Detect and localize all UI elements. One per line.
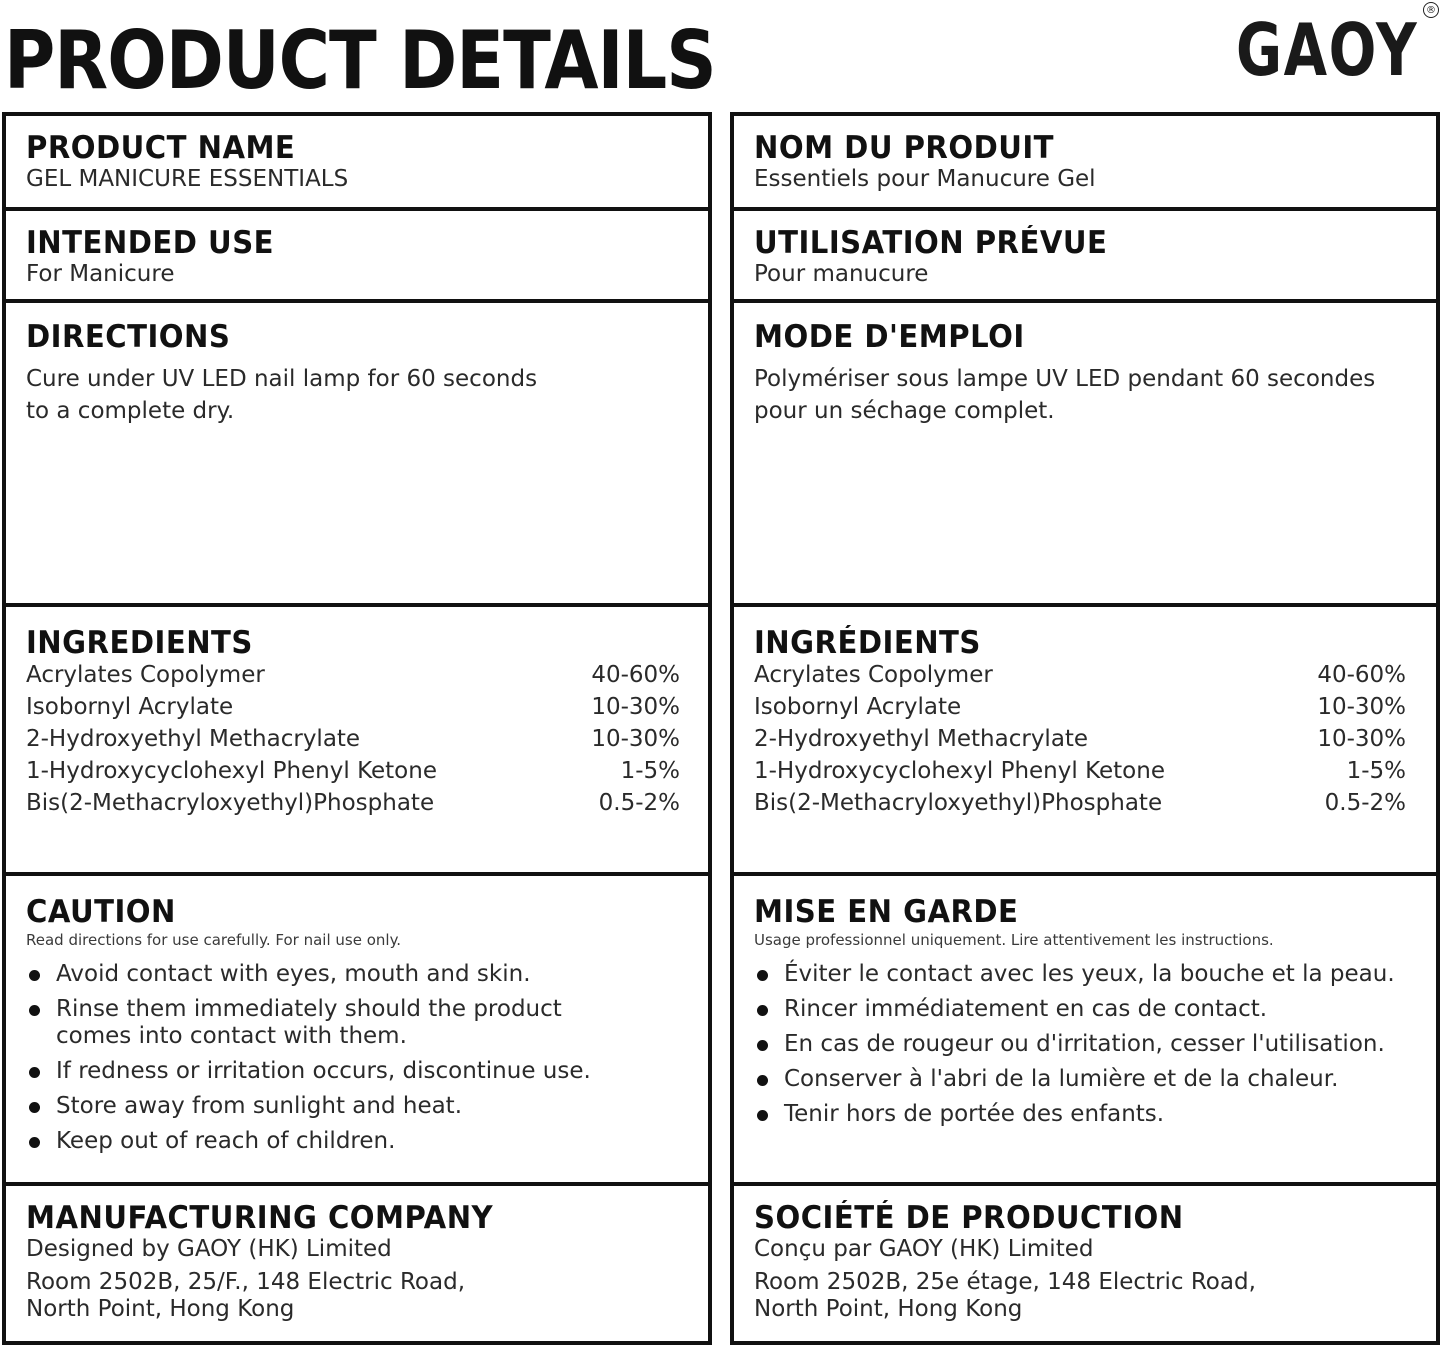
section-heading: UTILISATION PRÉVUE — [754, 225, 1108, 261]
ingredient-percent: 0.5-2% — [1324, 790, 1406, 816]
section-heading: MISE EN GARDE — [754, 894, 1019, 930]
caution-section — [6, 872, 708, 1182]
address-line: North Point, Hong Kong — [754, 1296, 1023, 1322]
caution-note: Usage professionnel uniquement. Lire attentivement les instructions. — [754, 931, 1274, 949]
ingredient-percent: 0.5-2% — [598, 790, 680, 816]
ingredient-row — [754, 755, 1416, 787]
ingredient-percent: 1-5% — [1346, 758, 1406, 784]
manufacturer-section — [6, 1182, 708, 1345]
caution-item: Store away from sunlight and heat. — [26, 1093, 688, 1120]
ingredient-row — [754, 723, 1416, 755]
section-heading: MODE D'EMPLOI — [754, 319, 1025, 355]
manufacturer-section — [734, 1182, 1436, 1345]
caution-list — [26, 961, 688, 1155]
ingredient-name: 2-Hydroxyethyl Methacrylate — [754, 726, 1089, 752]
ingredients-list — [754, 659, 1416, 819]
ingredients-section — [734, 603, 1436, 872]
intended-use-section — [6, 207, 708, 299]
directions-section — [734, 299, 1436, 603]
ingredient-name: 2-Hydroxyethyl Methacrylate — [26, 726, 361, 752]
english-details-panel — [2, 112, 712, 1345]
intended-use-value: Pour manucure — [754, 261, 929, 287]
designed-by: Designed by GAOY (HK) Limited — [26, 1236, 392, 1262]
product-name-value: Essentiels pour Manucure Gel — [754, 166, 1096, 192]
ingredients-section — [6, 603, 708, 872]
product-name-section — [6, 116, 708, 207]
ingredient-percent: 10-30% — [591, 726, 680, 752]
ingredient-row — [754, 659, 1416, 691]
ingredient-percent: 10-30% — [591, 694, 680, 720]
directions-section — [6, 299, 708, 603]
address-line: North Point, Hong Kong — [26, 1296, 295, 1322]
product-name-section — [734, 116, 1436, 207]
ingredient-row — [26, 755, 688, 787]
ingredient-row — [754, 787, 1416, 819]
directions-text — [754, 363, 1416, 427]
ingredient-name: Isobornyl Acrylate — [754, 694, 962, 720]
address-line: Room 2502B, 25e étage, 148 Electric Road, — [754, 1269, 1256, 1295]
directions-line: Polymériser sous lampe UV LED pendant 60 secondes — [754, 366, 1376, 392]
ingredient-percent: 10-30% — [1317, 726, 1406, 752]
ingredient-row — [26, 691, 688, 723]
ingredient-row — [26, 723, 688, 755]
product-name-value: GEL MANICURE ESSENTIALS — [26, 166, 349, 192]
caution-item: Rincer immédiatement en cas de contact. — [754, 996, 1416, 1023]
directions-line: Cure under UV LED nail lamp for 60 seconds — [26, 366, 538, 392]
caution-item: Tenir hors de portée des enfants. — [754, 1101, 1416, 1128]
caution-item: If redness or irritation occurs, discontinue use. — [26, 1058, 688, 1085]
section-heading: INTENDED USE — [26, 225, 275, 261]
caution-list — [754, 961, 1416, 1128]
section-heading: INGREDIENTS — [26, 625, 253, 661]
ingredients-list — [26, 659, 688, 819]
page-title: PRODUCT DETAILS — [4, 13, 716, 108]
ingredient-name: 1-Hydroxycyclohexyl Phenyl Ketone — [754, 758, 1165, 784]
ingredient-row — [26, 787, 688, 819]
caution-item: En cas de rougeur ou d'irritation, cesser l'utilisation. — [754, 1031, 1416, 1058]
caution-note: Read directions for use carefully. For nail use only. — [26, 931, 402, 949]
caution-item: Keep out of reach of children. — [26, 1128, 688, 1155]
intended-use-section — [734, 207, 1436, 299]
ingredient-name: Bis(2-Methacryloxyethyl)Phosphate — [754, 790, 1163, 816]
brand-logo: GAOY — [1236, 8, 1419, 92]
caution-item: Rinse them immediately should the product comes into contact with them. — [26, 996, 688, 1050]
caution-item: Avoid contact with eyes, mouth and skin. — [26, 961, 688, 988]
section-heading: INGRÉDIENTS — [754, 625, 981, 661]
ingredient-percent: 1-5% — [620, 758, 680, 784]
directions-line: pour un séchage complet. — [754, 398, 1055, 424]
ingredient-name: Isobornyl Acrylate — [26, 694, 234, 720]
section-heading: PRODUCT NAME — [26, 130, 296, 166]
french-details-panel — [730, 112, 1440, 1345]
designed-by: Conçu par GAOY (HK) Limited — [754, 1236, 1094, 1262]
caution-item: Conserver à l'abri de la lumière et de la chaleur. — [754, 1066, 1416, 1093]
registered-mark-icon: ® — [1423, 2, 1439, 18]
ingredient-percent: 10-30% — [1317, 694, 1406, 720]
ingredient-percent: 40-60% — [591, 662, 680, 688]
ingredient-percent: 40-60% — [1317, 662, 1406, 688]
ingredient-row — [754, 691, 1416, 723]
section-heading: NOM DU PRODUIT — [754, 130, 1055, 166]
ingredient-name: Bis(2-Methacryloxyethyl)Phosphate — [26, 790, 435, 816]
ingredient-name: Acrylates Copolymer — [754, 662, 993, 688]
section-heading: MANUFACTURING COMPANY — [26, 1200, 494, 1236]
ingredient-name: 1-Hydroxycyclohexyl Phenyl Ketone — [26, 758, 437, 784]
ingredient-name: Acrylates Copolymer — [26, 662, 265, 688]
caution-section — [734, 872, 1436, 1182]
directions-text — [26, 363, 688, 427]
section-heading: CAUTION — [26, 894, 176, 930]
intended-use-value: For Manicure — [26, 261, 175, 287]
directions-line: to a complete dry. — [26, 398, 235, 424]
section-heading: DIRECTIONS — [26, 319, 231, 355]
ingredient-row — [26, 659, 688, 691]
section-heading: SOCIÉTÉ DE PRODUCTION — [754, 1200, 1184, 1236]
caution-item: Éviter le contact avec les yeux, la bouche et la peau. — [754, 961, 1416, 988]
address-line: Room 2502B, 25/F., 148 Electric Road, — [26, 1269, 465, 1295]
